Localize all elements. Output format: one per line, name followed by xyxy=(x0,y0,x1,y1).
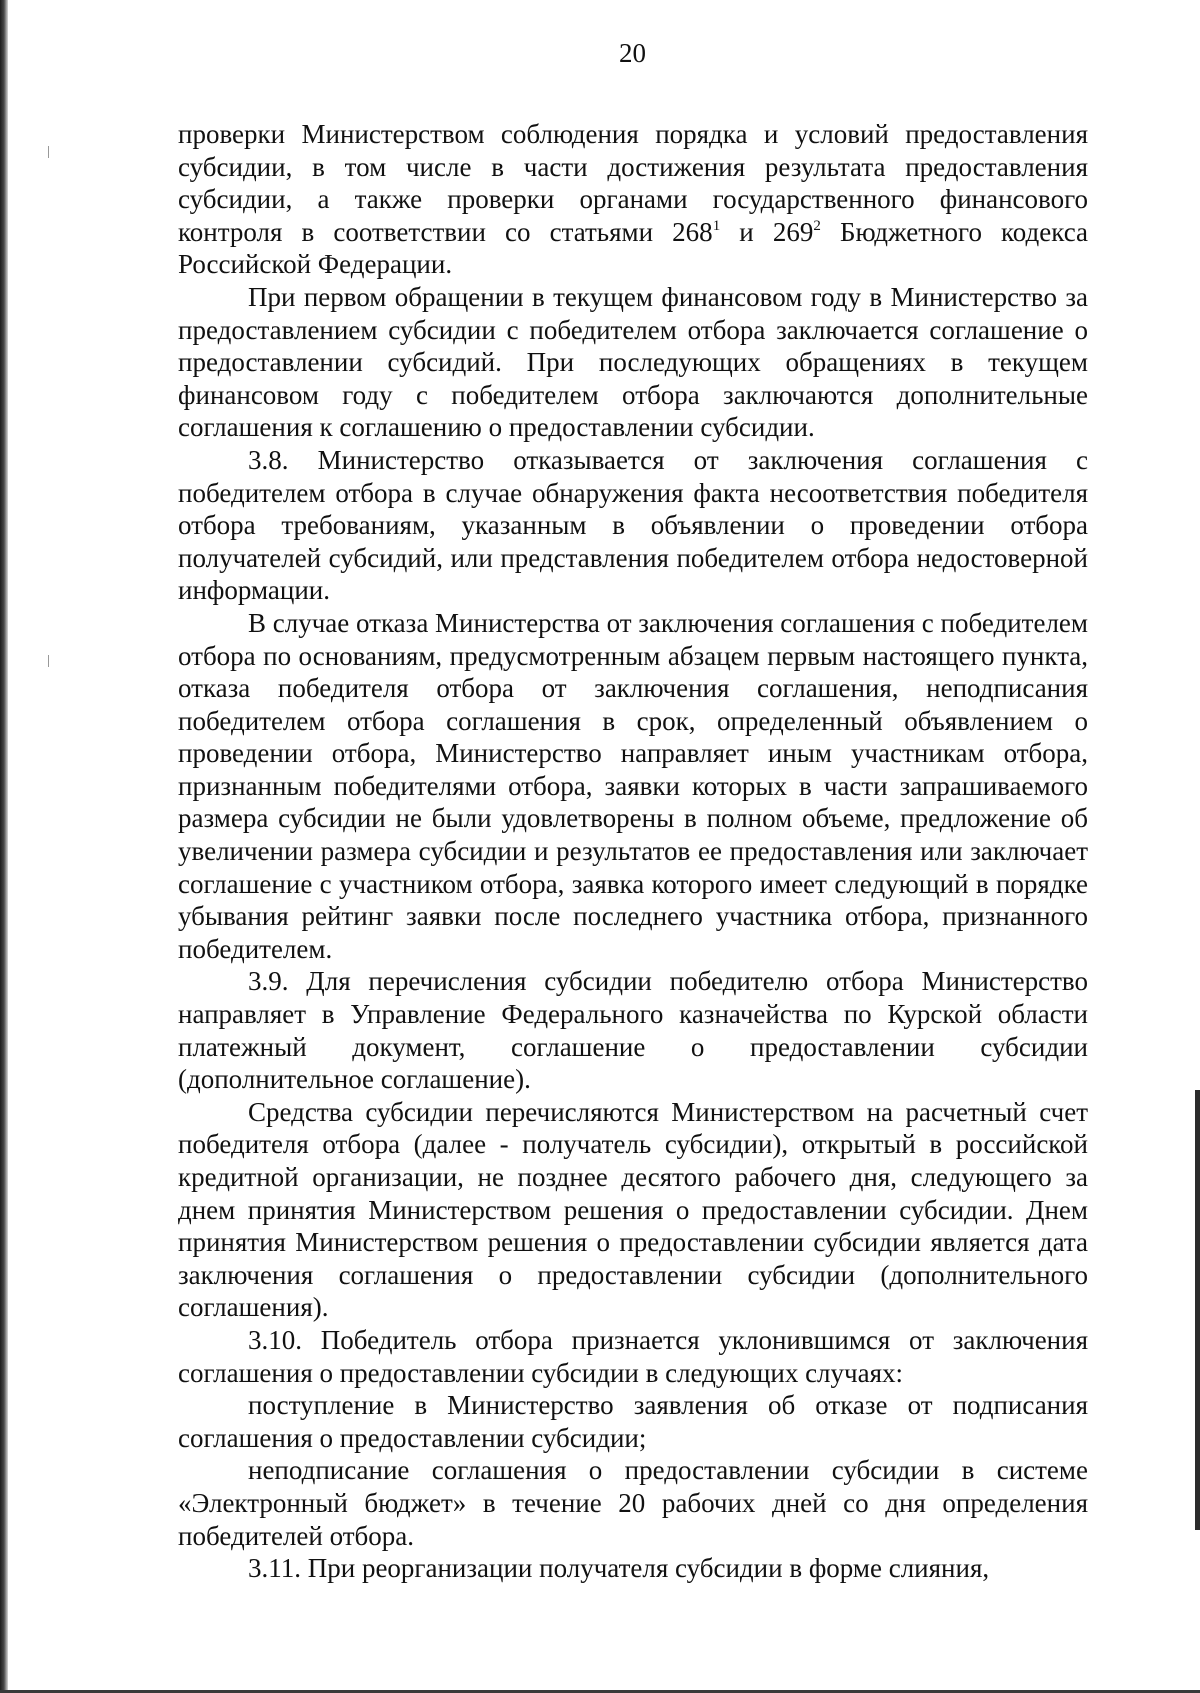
scan-margin-mark xyxy=(48,146,49,158)
paragraph xyxy=(178,1324,1088,1389)
paragraph xyxy=(178,1389,1088,1454)
paragraph-text: 3.11. При реорганизации получателя субсидии в форме слияния, xyxy=(248,1553,990,1584)
paragraph-text: В случае отказа Министерства от заключения соглашения с победителем отбора по основаниям, предусмотренным абзацем первым настоящего пункта, отказа победителя отбора от заключения соглашения, неподписания победителем отбора соглашения в срок, определенный объявлением о проведении отбора, Министерство направляет иным участникам отбора, признанным победителями отбора, заявки которых в части запрашиваемого размера субсидии не были удовлетворены в полном объеме, предложение об увеличении размера субсидии и результатов ее предоставления или заключает соглашение с участником отбора, заявка которого имеет следующий в порядке убывания рейтинг заявки после последнего участника отбора, признанного победителем. xyxy=(178,607,1088,964)
paragraph-text: проверки Министерством соблюдения порядка и условий предоставления субсидии, в том числе в части достижения результата предоставления субсидии, а также проверки органами государственного финансового контроля в соответствии со статьями 268 xyxy=(178,119,1088,247)
paragraph xyxy=(178,965,1088,1095)
paragraph-text: 3.8. Министерство отказывается от заключения соглашения с победителем отбора в случае обнаружения факта несоответствия победителя отбора требованиям, указанным в объявлении о проведении отбора получателей субсидий, или представления победителем отбора недостоверной информации. xyxy=(178,444,1088,606)
paragraph xyxy=(178,1454,1088,1552)
document-body xyxy=(178,118,1088,1585)
paragraph-text: При первом обращении в текущем финансовом году в Министерство за предоставлением субсидии с победителем отбора заключается соглашение о предоставлении субсидий. При последующих обращениях в текущем финансовом году с победителем отбора заключаются дополнительные соглашения к соглашению о предоставлении субсидии. xyxy=(178,281,1088,443)
paragraph xyxy=(178,281,1088,444)
scan-left-edge xyxy=(0,0,8,1693)
paragraph xyxy=(178,1096,1088,1324)
paragraph-text: 3.9. Для перечисления субсидии победителю отбора Министерство направляет в Управление Федерального казначейства по Курской области платежный документ, соглашение о предоставлении субсидии (дополнительное соглашение). xyxy=(178,966,1088,1095)
paragraph xyxy=(178,607,1088,966)
scan-margin-mark xyxy=(48,655,49,667)
paragraph xyxy=(178,444,1088,607)
paragraph-text: 3.10. Победитель отбора признается уклонившимся от заключения соглашения о предоставлении субсидии в следующих случаях: xyxy=(178,1324,1088,1388)
paragraph-text: Бюджетного кодекса Российской Федерации. xyxy=(178,216,1088,280)
page-number: 20 xyxy=(619,38,646,68)
superscript: 2 xyxy=(813,217,821,234)
paragraph xyxy=(178,1552,1088,1585)
paragraph xyxy=(178,118,1088,281)
paragraph-text: поступление в Министерство заявления об отказе от подписания соглашения о предоставлении субсидии; xyxy=(178,1390,1088,1453)
paragraph-text: неподписание соглашения о предоставлении субсидии в системе «Электронный бюджет» в течение 20 рабочих дней со дня определения победителей отбора. xyxy=(178,1455,1088,1551)
scan-right-edge xyxy=(1195,1090,1200,1530)
superscript: 1 xyxy=(712,217,721,234)
paragraph-text: Средства субсидии перечисляются Министерством на расчетный счет победителя отбора (далее - получатель субсидии), открытый в российской кредитной организации, не позднее десятого рабочего дня, следующего за днем принятия Министерством решения о предоставлении субсидии. Днем принятия Министерством решения о предоставлении субсидии является дата заключения соглашения о предоставлении субсидии (дополнительного соглашения). xyxy=(178,1096,1088,1323)
paragraph-text: и 269 xyxy=(720,216,814,247)
